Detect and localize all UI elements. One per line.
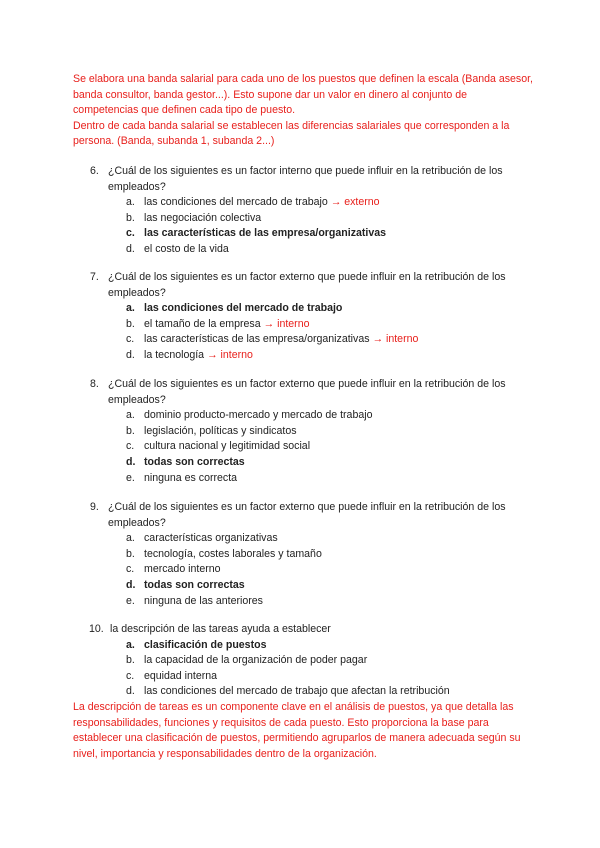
option-item [126, 408, 540, 424]
question-text: ¿Cuál de los siguientes es un factor externo que puede influir en la retribución de los empleados? [108, 501, 506, 529]
question-number: 8. [90, 378, 99, 390]
option-text: el tamaño de la empresa [144, 317, 261, 330]
option-item [126, 317, 540, 333]
option-text: equidad interna [144, 669, 218, 682]
option-text: el costo de la vida [144, 242, 229, 255]
question-10 [90, 622, 540, 700]
question-text: ¿Cuál de los siguientes es un factor externo que puede influir en la retribución de los empleados? [108, 271, 506, 299]
intro-note-paragraph: Se elabora una banda salarial para cada uno de los puestos que definen la escala (Banda asesor, banda consultor, banda gestor...). Esto supone dar un valor en dinero al conjunto de competencias que definen cada tipo de puesto. [73, 73, 533, 117]
option-annotation: → interno [260, 317, 310, 330]
question-stem [90, 377, 540, 408]
question-8 [90, 377, 540, 486]
question-number: 7. [90, 271, 99, 283]
option-item [126, 439, 540, 455]
option-item [126, 653, 540, 669]
option-text: ninguna es correcta [144, 471, 238, 484]
option-letter: b. [126, 211, 135, 224]
option-letter: a. [126, 409, 135, 422]
option-text: mercado interno [144, 563, 221, 576]
option-text: las condiciones del mercado de trabajo [144, 302, 343, 315]
option-text: la tecnología [144, 348, 205, 361]
option-list [90, 301, 540, 363]
option-item-correct [126, 301, 540, 317]
option-text: todas son correctas [144, 578, 245, 591]
option-letter: b. [126, 654, 135, 667]
option-letter: c. [126, 227, 135, 240]
option-letter: a. [126, 532, 135, 545]
option-item [126, 348, 540, 364]
option-letter: b. [126, 547, 135, 560]
option-annotation: → externo [327, 196, 380, 209]
option-item-correct [126, 226, 540, 242]
option-letter: b. [126, 424, 135, 437]
option-item [126, 242, 540, 258]
option-letter: e. [126, 471, 135, 484]
option-item [126, 332, 540, 348]
closing-note-paragraph: La descripción de tareas es un componente clave en el análisis de puestos, ya que detalla las responsabilidades, funciones y requisitos de cada puesto. Esto proporciona la base para establecer una clasificación de puestos, permitiendo agruparlos de manera adecuada según su nivel, importancia y responsabilidades dentro de la organización. [73, 701, 521, 760]
option-letter: d. [126, 455, 136, 468]
option-letter: c. [126, 669, 135, 682]
question-stem [90, 500, 540, 531]
question-number: 10. [89, 623, 104, 635]
option-letter: d. [126, 578, 136, 591]
option-item [126, 471, 540, 487]
question-6 [90, 164, 540, 258]
option-item [126, 562, 540, 578]
option-item [126, 195, 540, 211]
question-text: ¿Cuál de los siguientes es un factor interno que puede influir en la retribución de los empleados? [108, 165, 503, 193]
option-item [126, 424, 540, 440]
option-text: clasificación de puestos [144, 638, 267, 651]
option-letter: d. [126, 242, 135, 255]
option-item [126, 531, 540, 547]
option-text: las condiciones del mercado de trabajo que afectan la retribución [144, 685, 450, 698]
intro-note [73, 72, 533, 150]
question-9 [90, 500, 540, 609]
option-item [126, 684, 540, 700]
option-letter: d. [126, 685, 135, 698]
option-letter: c. [126, 333, 135, 346]
question-stem [90, 622, 540, 638]
option-list [90, 531, 540, 609]
option-letter: d. [126, 348, 135, 361]
option-letter: a. [126, 196, 135, 209]
option-letter: c. [126, 563, 135, 576]
option-list [90, 638, 540, 700]
option-letter: b. [126, 317, 135, 330]
question-number: 9. [90, 501, 99, 513]
option-item-correct [126, 455, 540, 471]
option-annotation: → interno [204, 348, 253, 361]
option-text: la capacidad de la organización de poder pagar [144, 654, 368, 667]
option-item-correct [126, 638, 540, 654]
option-text: características organizativas [144, 532, 278, 545]
option-list [90, 195, 540, 257]
question-7 [90, 270, 540, 364]
option-item [126, 547, 540, 563]
question-number: 6. [90, 165, 99, 177]
option-item-correct [126, 578, 540, 594]
question-stem [90, 270, 540, 301]
question-text: la descripción de las tareas ayuda a establecer [110, 623, 331, 635]
intro-note-paragraph: Dentro de cada banda salarial se establecen las diferencias salariales que corresponden a la persona. (Banda, subanda 1, subanda 2...) [73, 119, 510, 148]
option-text: las características de las empresa/organizativas [144, 333, 370, 346]
option-text: todas son correctas [144, 455, 245, 468]
option-text: las condiciones del mercado de trabajo [144, 196, 328, 209]
option-text: las negociación colectiva [144, 211, 262, 224]
option-item [126, 669, 540, 685]
option-text: tecnología, costes laborales y tamaño [144, 547, 322, 560]
option-text: ninguna de las anteriores [144, 594, 263, 607]
question-stem [90, 164, 540, 195]
option-letter: a. [126, 302, 135, 315]
option-item [126, 211, 540, 227]
option-item [126, 594, 540, 610]
option-text: dominio producto-mercado y mercado de trabajo [144, 409, 373, 422]
option-letter: a. [126, 638, 135, 651]
option-letter: e. [126, 594, 135, 607]
question-text: ¿Cuál de los siguientes es un factor externo que puede influir en la retribución de los empleados? [108, 378, 506, 406]
option-text: cultura nacional y legitimidad social [144, 440, 311, 453]
option-letter: c. [126, 440, 135, 453]
option-text: legislación, políticas y sindicatos [144, 424, 297, 437]
option-list [90, 408, 540, 486]
closing-note [73, 700, 533, 762]
option-annotation: → interno [369, 333, 419, 346]
option-text: las características de las empresa/organizativas [144, 227, 387, 240]
